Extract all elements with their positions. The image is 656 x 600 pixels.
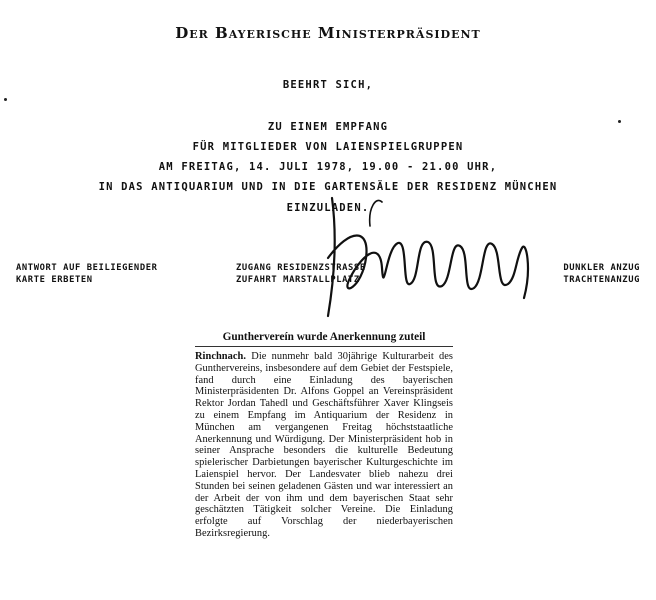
rsvp-line-1: ANTWORT AUF BEILIEGENDER — [16, 263, 158, 273]
newspaper-clipping — [195, 331, 453, 540]
invitation-line-1: ZU EINEM EMPFANG — [267, 121, 389, 133]
invitation-title: Der Bayerische Ministerpräsident — [175, 24, 481, 42]
dress-line-1: DUNKLER ANZUG — [563, 263, 640, 273]
access-line-1: ZUGANG RESIDENZSTRASSE — [236, 263, 366, 273]
invitation-line-2: FÜR MITGLIEDER VON LAIENSPIELGRUPPEN — [192, 141, 464, 153]
invitation-line-3: AM FREITAG, 14. JULI 1978, 19.00 - 21.00 UHR, — [158, 161, 498, 173]
dress-line-2: TRACHTENANZUG — [563, 275, 640, 285]
access-line-2: ZUFAHRT MARSTALLPLATZ — [236, 275, 360, 285]
invitation-beehrt: BEEHRT SICH, — [282, 79, 374, 91]
rsvp-line-2: KARTE ERBETEN — [16, 275, 93, 285]
rsvp-note — [16, 262, 158, 286]
scan-speck — [4, 98, 7, 101]
dress-code-note — [563, 262, 640, 286]
clipping-dateline: Rinchnach. — [195, 351, 247, 362]
clipping-body — [195, 351, 453, 540]
invitation-line-5: EINZULADEN. — [286, 202, 370, 214]
invitation-line-4: IN DAS ANTIQUARIUM UND IN DIE GARTENSÄLE DER RESIDENZ MÜNCHEN — [98, 181, 558, 193]
scan-speck — [618, 120, 621, 123]
handwritten-signature — [310, 188, 540, 328]
clipping-text: Die nunmehr bald 30jährige Kulturarbeit des Gunthervereins, insbesondere auf dem Gebiet der Festspiele, fand durch eine Einladung des bayerischen Ministerpräsidenten Dr. Alfons Goppel an Vereinspräsident Rektor Jordan Tahedl und Geschäftsführer Xaver Klingseis zu einem Empfang im Antiquarium der Residenz in München am vergangenen Freitag höchststaatliche Anerkennung und Würdigung. Der Ministerpräsident hob in seiner Ansprache besonders die kulturelle Bedeutung spielerischer Darbietungen bayerischer Kulturgeschichte im Laienspiel hervor. Der Landesvater blieb nahezu drei Stunden bei seinen geladenen Gästen und war interessiert an der Arbeit der von ihm und dem bayerischen Staat sehr geschätzten Tätigkeit solcher Vereine. Die Einladung erfolgte auf Vorschlag der niederbayerischen Bezirksregierung. — [195, 351, 453, 539]
clipping-headline: Gunthervereín wurde Anerkennung zuteil — [195, 331, 453, 347]
